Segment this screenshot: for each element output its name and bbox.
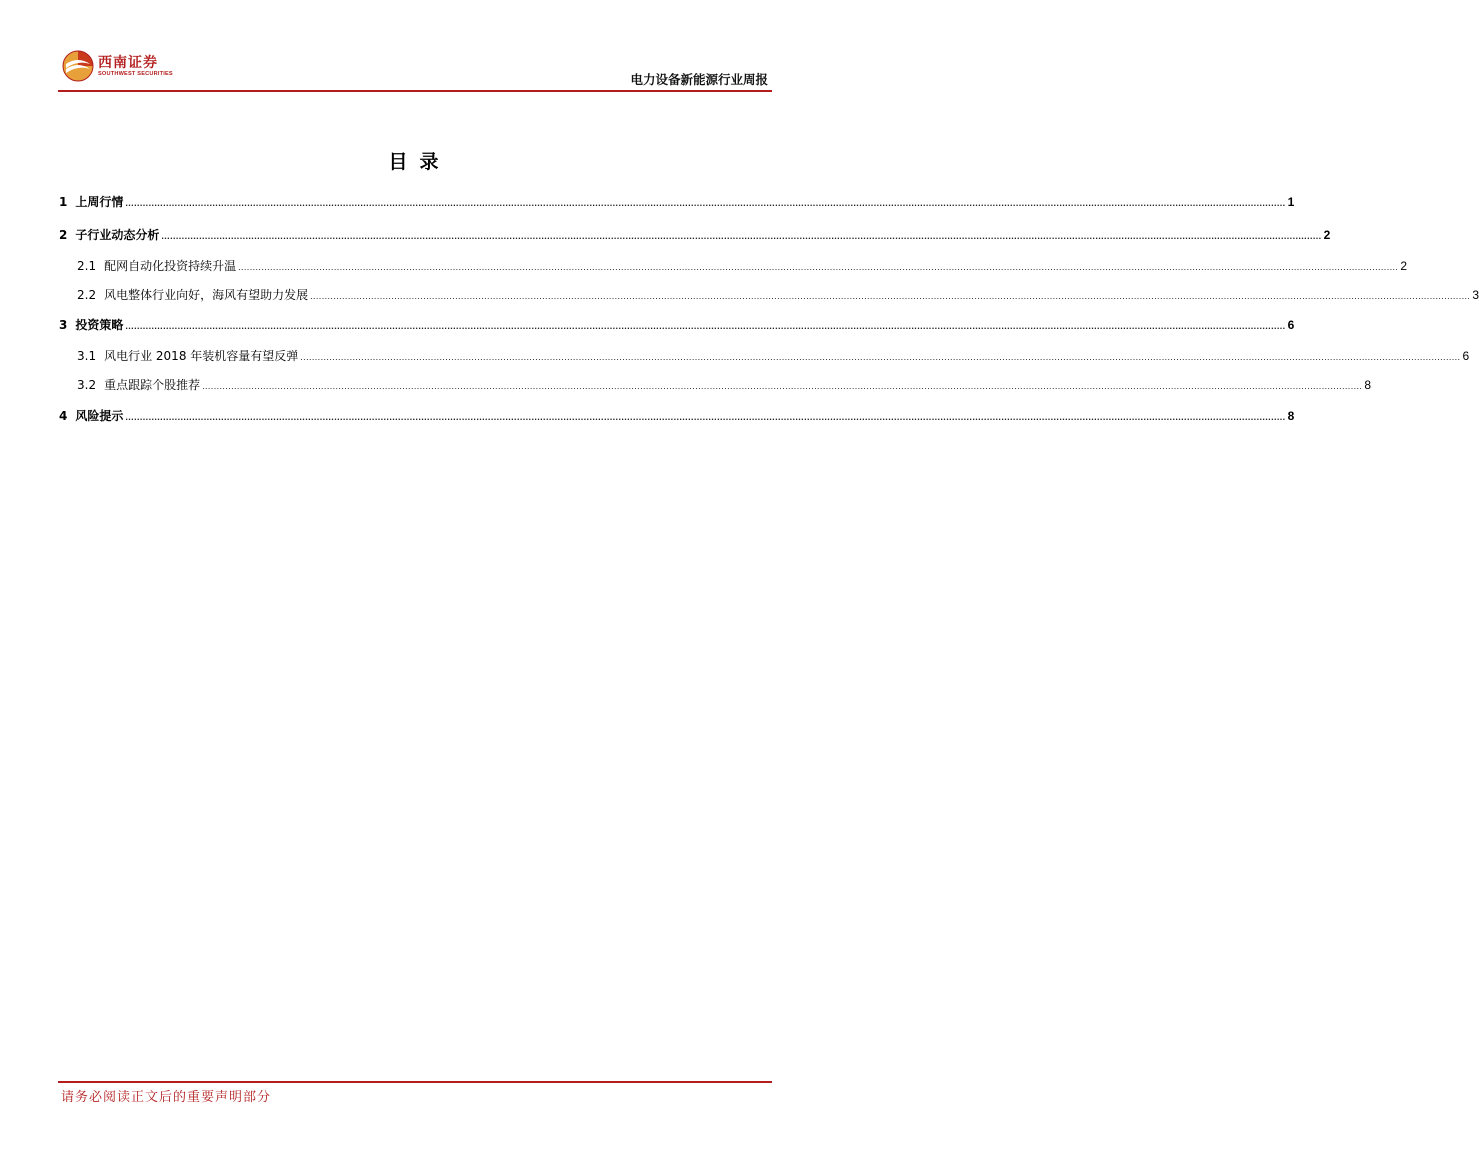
toc-entry-page: 6 [1462,349,1470,363]
toc-leader-dots: ................................................................................................................................................................................................................................................................................................................................................................................................................ [125,321,1286,331]
toc-leader-dots: ................................................................................................................................................................................................................................................................................................................................................................................................................ [202,381,1363,391]
toc-leader-dots: ................................................................................................................................................................................................................................................................................................................................................................................................................ [300,352,1461,362]
toc-entry-label: 配网自动化投资持续升温 [104,259,237,273]
toc-entry-label: 上周行情 [75,195,124,209]
toc-entry-number: 3.2 [77,378,97,392]
toc-leader-dots: ................................................................................................................................................................................................................................................................................................................................................................................................................ [161,231,1322,241]
toc-entry-2[interactable] [59,226,1331,245]
toc-entry-page: 2 [1400,259,1407,273]
toc-entry-label: 风险提示 [75,409,124,423]
report-type: 电力设备新能源行业周报 [630,72,768,87]
toc-entry-number: 2.1 [77,259,97,273]
toc-entry-page: 2 [1323,228,1331,242]
toc-leader-dots: ................................................................................................................................................................................................................................................................................................................................................................................................................ [125,412,1286,422]
toc-leader-dots: ................................................................................................................................................................................................................................................................................................................................................................................................................ [310,291,1471,301]
toc-entry-page: 6 [1287,318,1295,332]
header-divider [58,90,772,92]
toc-entry-number: 3.1 [77,349,97,363]
page-header [58,46,772,92]
toc-entry-label: 风电行业 2018 年装机容量有望反弹 [104,349,299,363]
toc-entry-number: 3 [59,318,68,332]
toc-entry-number: 4 [59,409,68,423]
toc-entry-number: 1 [59,195,68,209]
toc-entry-1[interactable] [59,193,1295,212]
toc-title: 目录 [388,151,451,173]
footer-disclaimer: 请务必阅读正文后的重要声明部分 [61,1090,272,1105]
toc-leader-dots: ................................................................................................................................................................................................................................................................................................................................................................................................................ [125,198,1286,208]
toc-entry-page: 8 [1287,409,1295,423]
footer-divider [58,1081,772,1083]
toc-leader-dots: ................................................................................................................................................................................................................................................................................................................................................................................................................ [238,262,1399,272]
logo-chinese-name: 西南证券 [98,54,158,71]
toc-entry-4[interactable] [59,407,1295,426]
toc-entry-3[interactable] [59,316,1295,335]
toc-entry-label: 投资策略 [75,318,124,332]
toc-entry-page: 3 [1472,288,1479,302]
company-logo [62,50,173,82]
toc-entry-label: 风电整体行业向好，海风有望助力发展 [104,288,309,302]
toc-entry-2-1[interactable] [77,257,1407,276]
toc-entry-2-2[interactable] [77,286,1479,305]
toc-entry-page: 1 [1287,195,1295,209]
southwest-securities-logo-icon [62,50,94,82]
toc-entry-number: 2 [59,228,68,242]
toc-entry-label: 子行业动态分析 [75,228,160,242]
logo-english-name: SOUTHWEST SECURITIES [98,70,173,77]
toc-entry-page: 8 [1364,378,1371,392]
toc-entry-number: 2.2 [77,288,97,302]
toc-entry-3-2[interactable] [77,376,1371,395]
toc-entry-label: 重点跟踪个股推荐 [104,378,201,392]
toc-entry-3-1[interactable] [77,347,1470,366]
